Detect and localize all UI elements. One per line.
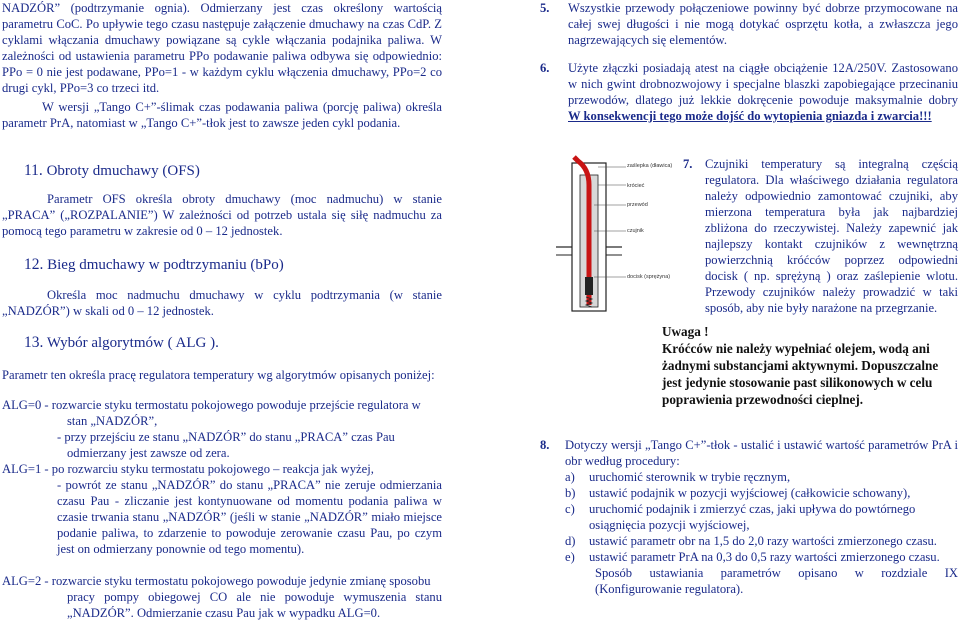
procedure-step bbox=[565, 501, 958, 533]
section-11-heading bbox=[2, 161, 442, 181]
item-8-number: 8. bbox=[540, 438, 550, 452]
item-6-warning: W konsekwencji tego może dojść do wytopienia gniazda i zwarcia!!! bbox=[568, 109, 932, 123]
section-11-number: 11. bbox=[24, 162, 43, 179]
item-6 bbox=[540, 60, 958, 124]
label-sensor: czujnik bbox=[627, 228, 644, 234]
item-8-tail: Sposób ustawiania parametrów opisano w rozdziale IX (Konfigurowanie regulatora). bbox=[595, 566, 958, 596]
item-5-number: 5. bbox=[540, 1, 550, 15]
warning-text: Króćców nie należy wypełniać olejem, wodą ani żadnymi substancjami aktywnymi. Dopuszczalne jest jedynie stosowanie past silikonowych w celu poprawienia przewodności cieplnej. bbox=[662, 341, 939, 407]
step-marker: c) bbox=[565, 502, 575, 516]
label-plug: zaślepka (dławica) bbox=[627, 163, 673, 169]
section-12-heading bbox=[2, 255, 442, 275]
procedure-step bbox=[565, 533, 958, 549]
alg0-line: ALG=0 - rozwarcie styku termostatu pokojowego powoduje przejście regulatora w bbox=[2, 398, 421, 412]
warning-title: Uwaga ! bbox=[662, 324, 709, 339]
section-12-number: 12. bbox=[24, 256, 44, 273]
step-marker: d) bbox=[565, 534, 576, 548]
section-13-heading bbox=[2, 333, 442, 353]
step-marker: b) bbox=[565, 486, 576, 500]
item-5 bbox=[540, 0, 958, 48]
item-6-number: 6. bbox=[540, 61, 550, 75]
section-13-number: 13. bbox=[24, 334, 44, 351]
item-7 bbox=[683, 156, 958, 316]
procedure-list bbox=[540, 469, 958, 565]
step-text: ustawić podajnik w pozycji wyjściowej (całkowicie schowany), bbox=[589, 486, 911, 500]
item-8 bbox=[540, 437, 958, 597]
sensor-element bbox=[585, 277, 593, 295]
alg1-line: ALG=1 - po rozwarciu styku termostatu pokojowego – reakcja jak wyżej, bbox=[2, 462, 374, 476]
alg0-reset: odmierzany jest zawsze od zera. bbox=[67, 446, 230, 460]
procedure-step bbox=[565, 469, 958, 485]
section-12-body: Określa moc nadmuchu dmuchawy w cyklu podtrzymania (w stanie „NADZÓR”) w skali od 0 – 12 jednostek. bbox=[2, 288, 442, 318]
intro-paragraph-2: W wersji „Tango C+”-ślimak czas podawania paliwa (porcję paliwa) określa parametr PrA, natomiast w „Tango C+”-tłok jest to zawsze jeden cykl podania. bbox=[2, 100, 442, 130]
procedure-step bbox=[565, 549, 958, 565]
section-13-body: Parametr ten określa pracę regulatora temperatury wg algorytmów opisanych poniżej: bbox=[2, 368, 435, 382]
alg0-transition: - przy przejściu ze stanu „NADZÓR” do stanu „PRACA” czas Pau bbox=[57, 430, 395, 444]
label-wire: przewód bbox=[627, 202, 648, 208]
step-text: uruchomić sterownik w trybie ręcznym, bbox=[589, 470, 791, 484]
label-spring: docisk (sprężyna) bbox=[627, 274, 671, 280]
sensor-mount-diagram bbox=[556, 155, 674, 315]
step-marker: a) bbox=[565, 470, 575, 484]
section-11-body: Parametr OFS określa obroty dmuchawy (moc nadmuchu) w stanie „PRACA” („ROZPALANIE”) W zależności od potrzeb ustala się siłę nadmuchu za pomocą tego parametru w zakresie od 0 – 12 jednostek. bbox=[2, 192, 442, 238]
intro-paragraph-1: NADZÓR” (podtrzymanie ognia). Odmierzany jest czas określony wartością parametru CoC. Po upływie tego czasu następuje załączenie dmuchawy na czas CdP. Z cyklami włączania dmuchawy powiązane są cykle włączania podajnika paliwa. W zależności od ustawienia parametru PPo podawanie paliwa odbywa się odpowiednio: PPo = 0 nie jest podawane, PPo=1 - w każdym cyklu włączenia dmuchawy, PPo=2 co drugi cykl, PPo=3 co trzeci itd. bbox=[2, 1, 442, 95]
section-13-title: Wybór algorytmów ( ALG ). bbox=[46, 335, 219, 351]
alg1-detail: - powrót ze stanu „NADZÓR” do stanu „PRACA” nie zeruje odmierzania czasu Pau - zliczanie jest kontynuowane od momentu podania paliwa w czasie trwania stanu „NADZÓR” (jeśli w stanie „NADZÓR” miało miejsce podanie paliwa, to zdarzenie to powoduje zerowanie czasu Pau, po czym jest on odmierzany ponownie od tego momentu). bbox=[57, 478, 442, 556]
item-7-text: Czujniki temperatury są integralną częścią regulatora. Dla właściwego działania regulatora należy odpowiednio zamontować czujniki, aby mierzona temperatura była jak najbardziej zbliżona do rzeczywistej. Należy zapewnić jak najlepszy kontakt czujników z wewnętrzną powierzchnią króćców poprzez odpowiedni docisk ( np. sprężyną ) oraz zaślepienie wlotu. Przewody czujników należy prowadzić w taki sposób, aby nie były narażone na przegrzanie. bbox=[705, 157, 958, 315]
step-text: ustawić parametr obr na 1,5 do 2,0 razy wartości zmierzonego czasu. bbox=[589, 534, 937, 548]
section-11-title: Obroty dmuchawy (OFS) bbox=[46, 163, 200, 179]
label-stub: krócieć bbox=[627, 183, 645, 189]
alg2-detail: pracy pompy obiegowej CO ale nie powoduje wymuszenia stanu „NADZÓR”. Odmierzanie czasu Pau jak w wypadku ALG=0. bbox=[67, 590, 442, 620]
step-text: ustawić parametr PrA na 0,3 do 0,5 razy wartości zmierzonego czasu. bbox=[589, 550, 940, 564]
right-column bbox=[540, 0, 958, 124]
item-8-text: Dotyczy wersji „Tango C+”-tłok - ustalić i ustawić wartość parametrów PrA i obr według procedury: bbox=[565, 438, 958, 468]
item-6-text: Użyte złączki posiadają atest na ciągłe obciążenie 12A/250V. Zastosowano w nich gwint drobnozwojowy i specjalne blaszki zapobiegające przecinaniu przewodów, dlatego już lekkie dokręcenie powoduje maksymalnie dobry bbox=[568, 61, 958, 107]
item-5-text: Wszystkie przewody połączeniowe powinny być dobrze przymocowane na całej swej długości i nie mogą dotykać osprzętu kotła, a zwłaszcza jego nagrzewających się elementów. bbox=[568, 1, 958, 47]
algorithm-list bbox=[2, 397, 442, 621]
procedure-step bbox=[565, 485, 958, 501]
step-text: uruchomić podajnik i zmierzyć czas, jaki upływa do powtórnego osiągnięcia pozycji wyjściowej, bbox=[589, 502, 916, 532]
item-7-number: 7. bbox=[683, 157, 693, 171]
alg0-state: stan „NADZÓR”, bbox=[67, 414, 158, 428]
warning-box bbox=[662, 323, 958, 408]
left-column bbox=[2, 0, 442, 621]
alg2-line: ALG=2 - rozwarcie styku termostatu pokojowego powoduje jedynie zmianę sposobu bbox=[2, 574, 431, 588]
step-marker: e) bbox=[565, 550, 575, 564]
section-12-title: Bieg dmuchawy w podtrzymaniu (bPo) bbox=[47, 257, 284, 273]
